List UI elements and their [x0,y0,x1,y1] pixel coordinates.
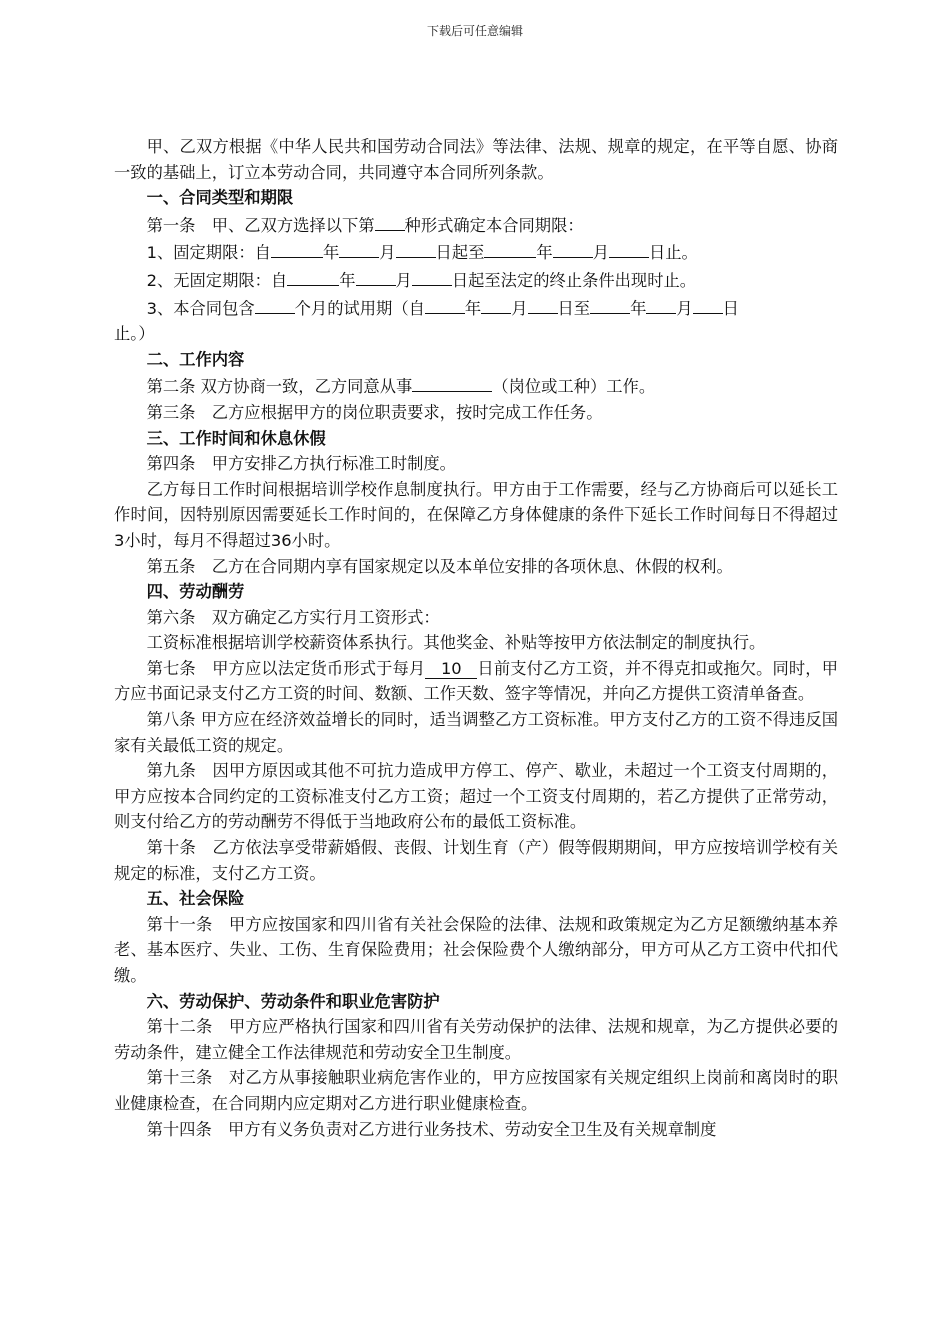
blank[interactable] [481,294,511,314]
article-9: 第九条 因甲方原因或其他不可抗力造成甲方停工、停产、歇业，未超过一个工资支付周期的，甲方应按本合同约定的工资标准支付乙方工资；超过一个工资支付周期的，若乙方提供了正常劳动，则支付给乙方的劳动酬劳不得低于当地政府公布的最低工资标准。 [114,761,838,832]
blank[interactable] [356,266,396,286]
page-header: 下载后可任意编辑 [426,24,523,38]
blank[interactable] [484,238,536,258]
option-probation: 3、本合同包含 个月的试用期（自 年 月 日至 年 月 日 [114,294,838,322]
section-3-title: 三、工作时间和休息休假 [146,428,326,448]
article-1: 第一条 甲、乙双方选择以下第 种形式确定本合同期限： [114,211,838,239]
blank[interactable] [425,294,465,314]
blank-form-choice[interactable] [375,211,405,231]
article-13: 第十三条 对乙方从事接触职业病危害作业的，甲方应按国家有关规定组织上岗前和离岗时的职业健康检查，在合同期内应定期对乙方进行职业健康检查。 [114,1068,838,1113]
section-4-title: 四、劳动酬劳 [146,582,245,602]
option-open-term: 2、无固定期限：自 年 月 日起至法定的终止条件出现时止。 [114,266,838,294]
blank[interactable] [255,294,295,314]
blank[interactable] [412,266,452,286]
article-10: 第十条 乙方依法享受带薪婚假、丧假、计划生育（产）假等假期期间，甲方应按培训学校有关规定的标准，支付乙方工资。 [114,838,838,883]
intro-paragraph: 甲、乙双方根据《中华人民共和国劳动合同法》等法律、法规、规章的规定，在平等自愿、协商一致的基础上，订立本劳动合同，共同遵守本合同所列条款。 [114,137,838,182]
working-hours-paragraph: 乙方每日工作时间根据培训学校作息制度执行。甲方由于工作需要，经与乙方协商后可以延长工作时间，因特别原因需要延长工作时间的，在保障乙方身体健康的条件下延长工作时间每日不得超过3小时，每月不得超过36小时。 [114,479,838,550]
article-3: 第三条 乙方应根据甲方的岗位职责要求，按时完成工作任务。 [146,402,603,422]
section-1-title: 一、合同类型和期限 [146,188,294,208]
article-4: 第四条 甲方安排乙方执行标准工时制度。 [146,454,456,474]
blank[interactable] [693,294,723,314]
blank[interactable] [609,238,649,258]
blank[interactable] [553,238,593,258]
wage-standard-paragraph: 工资标准根据培训学校薪资体系执行。其他奖金、补贴等按甲方依法制定的制度执行。 [146,633,766,653]
article-8: 第八条 甲方应在经济效益增长的同时，适当调整乙方工资标准。甲方支付乙方的工资不得违反国家有关最低工资的规定。 [114,710,838,755]
blank[interactable] [528,294,558,314]
article-12: 第十二条 甲方应严格执行国家和四川省有关劳动保护的法律、法规和规章，为乙方提供必要的劳动条件，建立健全工作法律规范和劳动安全卫生制度。 [114,1017,838,1062]
contract-body [114,134,838,1142]
article-6: 第六条 双方确定乙方实行月工资形式： [146,607,440,627]
article-7: 第七条 甲方应以法定货币形式于每月 10 日前支付乙方工资，并不得克扣或拖欠。同时，甲方应书面记录支付乙方工资的时间、数额、工作天数、签字等情况，并向乙方提供工资清单备查。 [114,658,838,704]
section-6-title: 六、劳动保护、劳动条件和职业危害防护 [146,991,440,1011]
article-14: 第十四条 甲方有义务负责对乙方进行业务技术、劳动安全卫生及有关规章制度 [146,1119,717,1139]
blank[interactable] [590,294,630,314]
article-2: 第二条 双方协商一致，乙方同意从事 （岗位或工种）工作。 [114,372,838,400]
blank[interactable] [646,294,676,314]
blank-position[interactable] [412,372,492,392]
option-probation-tail: 止。） [114,324,155,344]
section-2-title: 二、工作内容 [146,349,245,369]
blank[interactable] [287,266,339,286]
blank[interactable] [339,238,379,258]
article-5: 第五条 乙方在合同期内享有国家规定以及本单位安排的各项休息、休假的权利。 [146,556,733,576]
section-5-title: 五、社会保险 [146,889,245,909]
blank[interactable] [396,238,436,258]
option-fixed-term: 1、固定期限：自 年 月 日起至 年 月 日止。 [114,238,838,266]
blank[interactable] [271,238,323,258]
article-11: 第十一条 甲方应按国家和四川省有关社会保险的法律、法规和政策规定为乙方足额缴纳基本养老、基本医疗、失业、工伤、生育保险费用；社会保险费个人缴纳部分，甲方可从乙方工资中代扣代缴。 [114,914,838,985]
blank-pay-day[interactable]: 10 [425,659,477,679]
